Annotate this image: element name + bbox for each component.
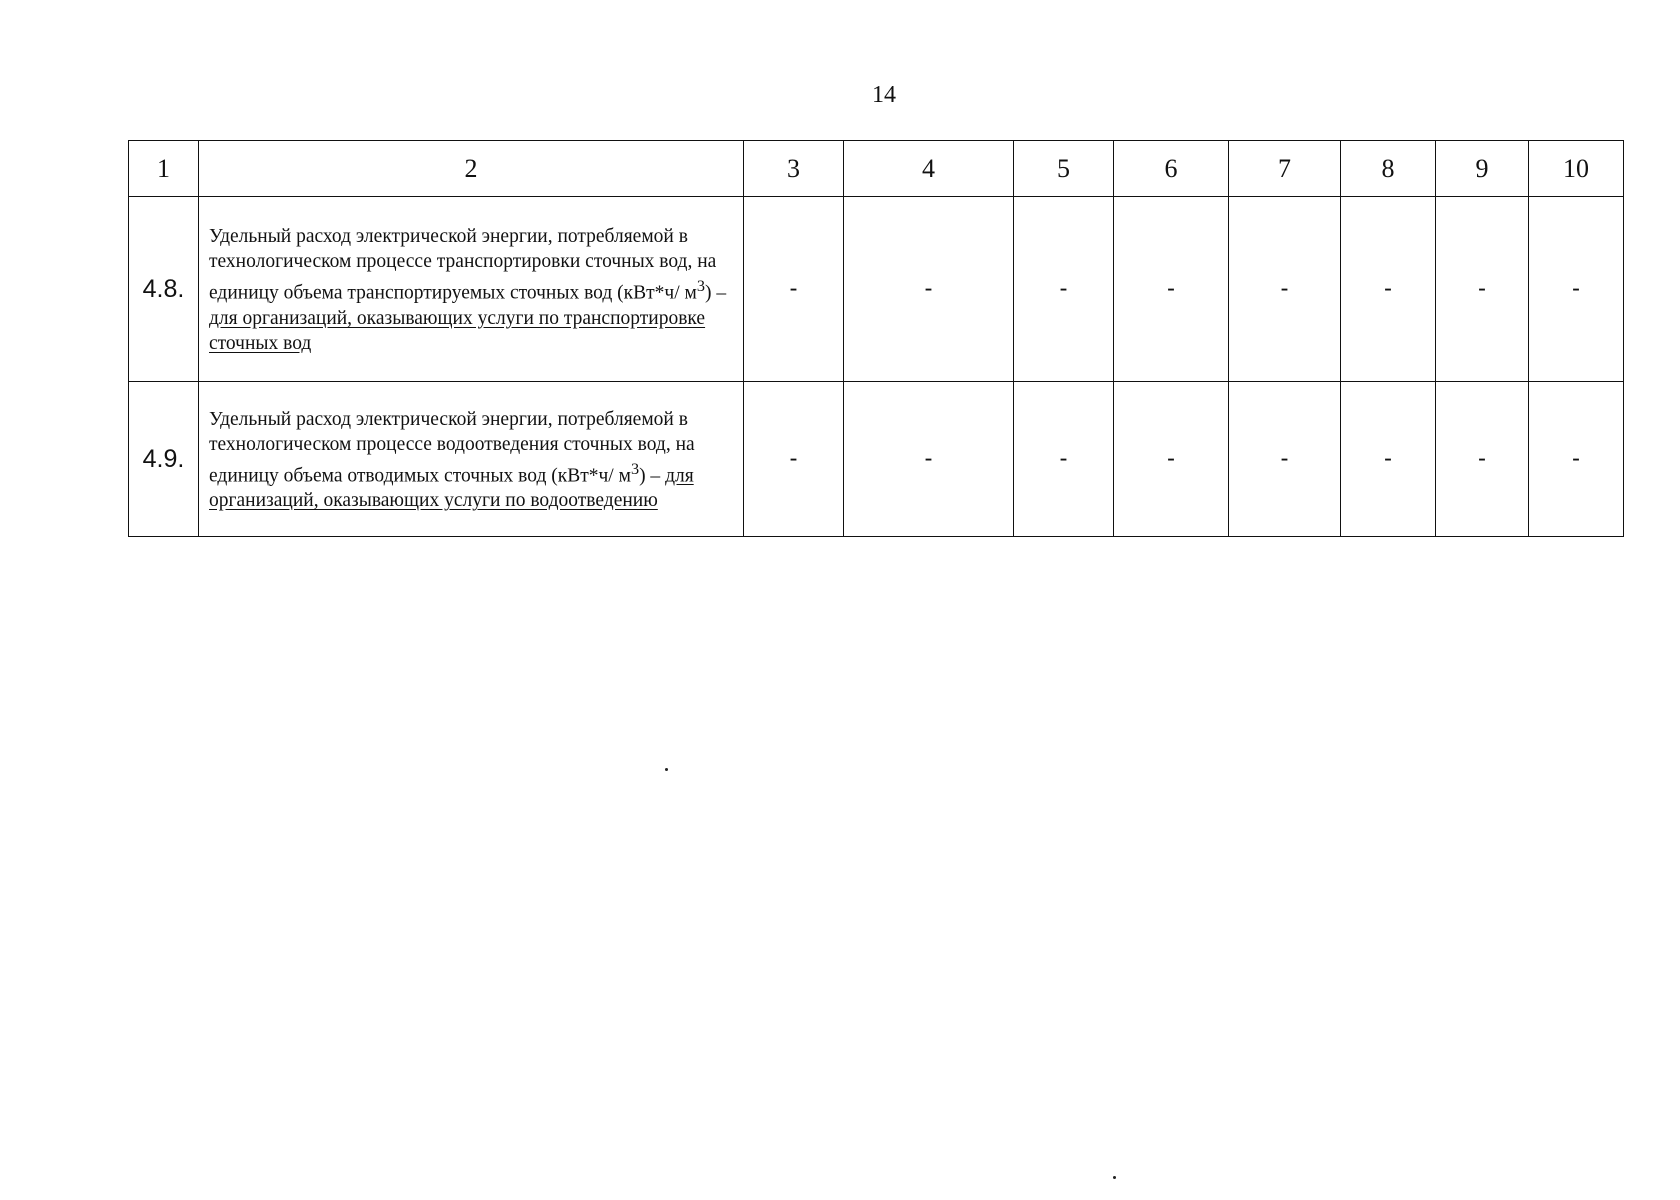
- value-cell: -: [1114, 382, 1229, 537]
- value-cell: -: [844, 382, 1014, 537]
- column-header: 9: [1436, 141, 1529, 197]
- description-close: ) –: [704, 282, 727, 304]
- scan-speck: [1113, 1176, 1116, 1179]
- value-cell: -: [1014, 197, 1114, 382]
- column-header: 4: [844, 141, 1014, 197]
- value-cell: -: [1529, 382, 1624, 537]
- value-cell: -: [1229, 382, 1341, 537]
- value-cell: -: [844, 197, 1014, 382]
- column-header: 7: [1229, 141, 1341, 197]
- value-cell: -: [1529, 197, 1624, 382]
- value-cell: -: [744, 197, 844, 382]
- value-cell: -: [1341, 382, 1436, 537]
- description-text: Удельный расход электрической энергии, потребляемой в технологическом процессе водоотведения сточных вод, на единицу объема отводимых сточных вод (кВт*ч/ м: [209, 408, 695, 487]
- table-row: [129, 382, 1624, 537]
- column-header: 3: [744, 141, 844, 197]
- page-number: 14: [872, 82, 896, 108]
- column-header: 1: [129, 141, 199, 197]
- superscript: 3: [630, 459, 640, 478]
- data-table: [128, 140, 1624, 537]
- column-header: 8: [1341, 141, 1436, 197]
- scan-speck: [665, 768, 668, 771]
- value-cell: -: [1229, 197, 1341, 382]
- row-number: 4.9.: [129, 382, 199, 537]
- table-row: [129, 197, 1624, 382]
- column-header: 5: [1014, 141, 1114, 197]
- value-cell: -: [1014, 382, 1114, 537]
- value-cell: -: [1436, 197, 1529, 382]
- description-underlined: для организаций, оказывающих услуги по водоотведению: [209, 465, 694, 512]
- value-cell: -: [1436, 382, 1529, 537]
- header-row: [129, 141, 1624, 197]
- superscript: 3: [696, 277, 705, 296]
- description-text: Удельный расход электрической энергии, потребляемой в технологическом процессе транспортировки сточных вод, на единицу объема транспортируемых сточных вод (кВт*ч/ м: [209, 226, 717, 304]
- row-description: [199, 197, 744, 382]
- description-close: ) –: [639, 465, 666, 487]
- value-cell: -: [1341, 197, 1436, 382]
- row-description: [199, 382, 744, 537]
- row-number: 4.8.: [129, 197, 199, 382]
- description-underlined: для организаций, оказывающих услуги по транспортировке сточных вод: [209, 307, 706, 354]
- value-cell: -: [744, 382, 844, 537]
- value-cell: -: [1114, 197, 1229, 382]
- column-header: 6: [1114, 141, 1229, 197]
- column-header: 2: [199, 141, 744, 197]
- column-header: 10: [1529, 141, 1624, 197]
